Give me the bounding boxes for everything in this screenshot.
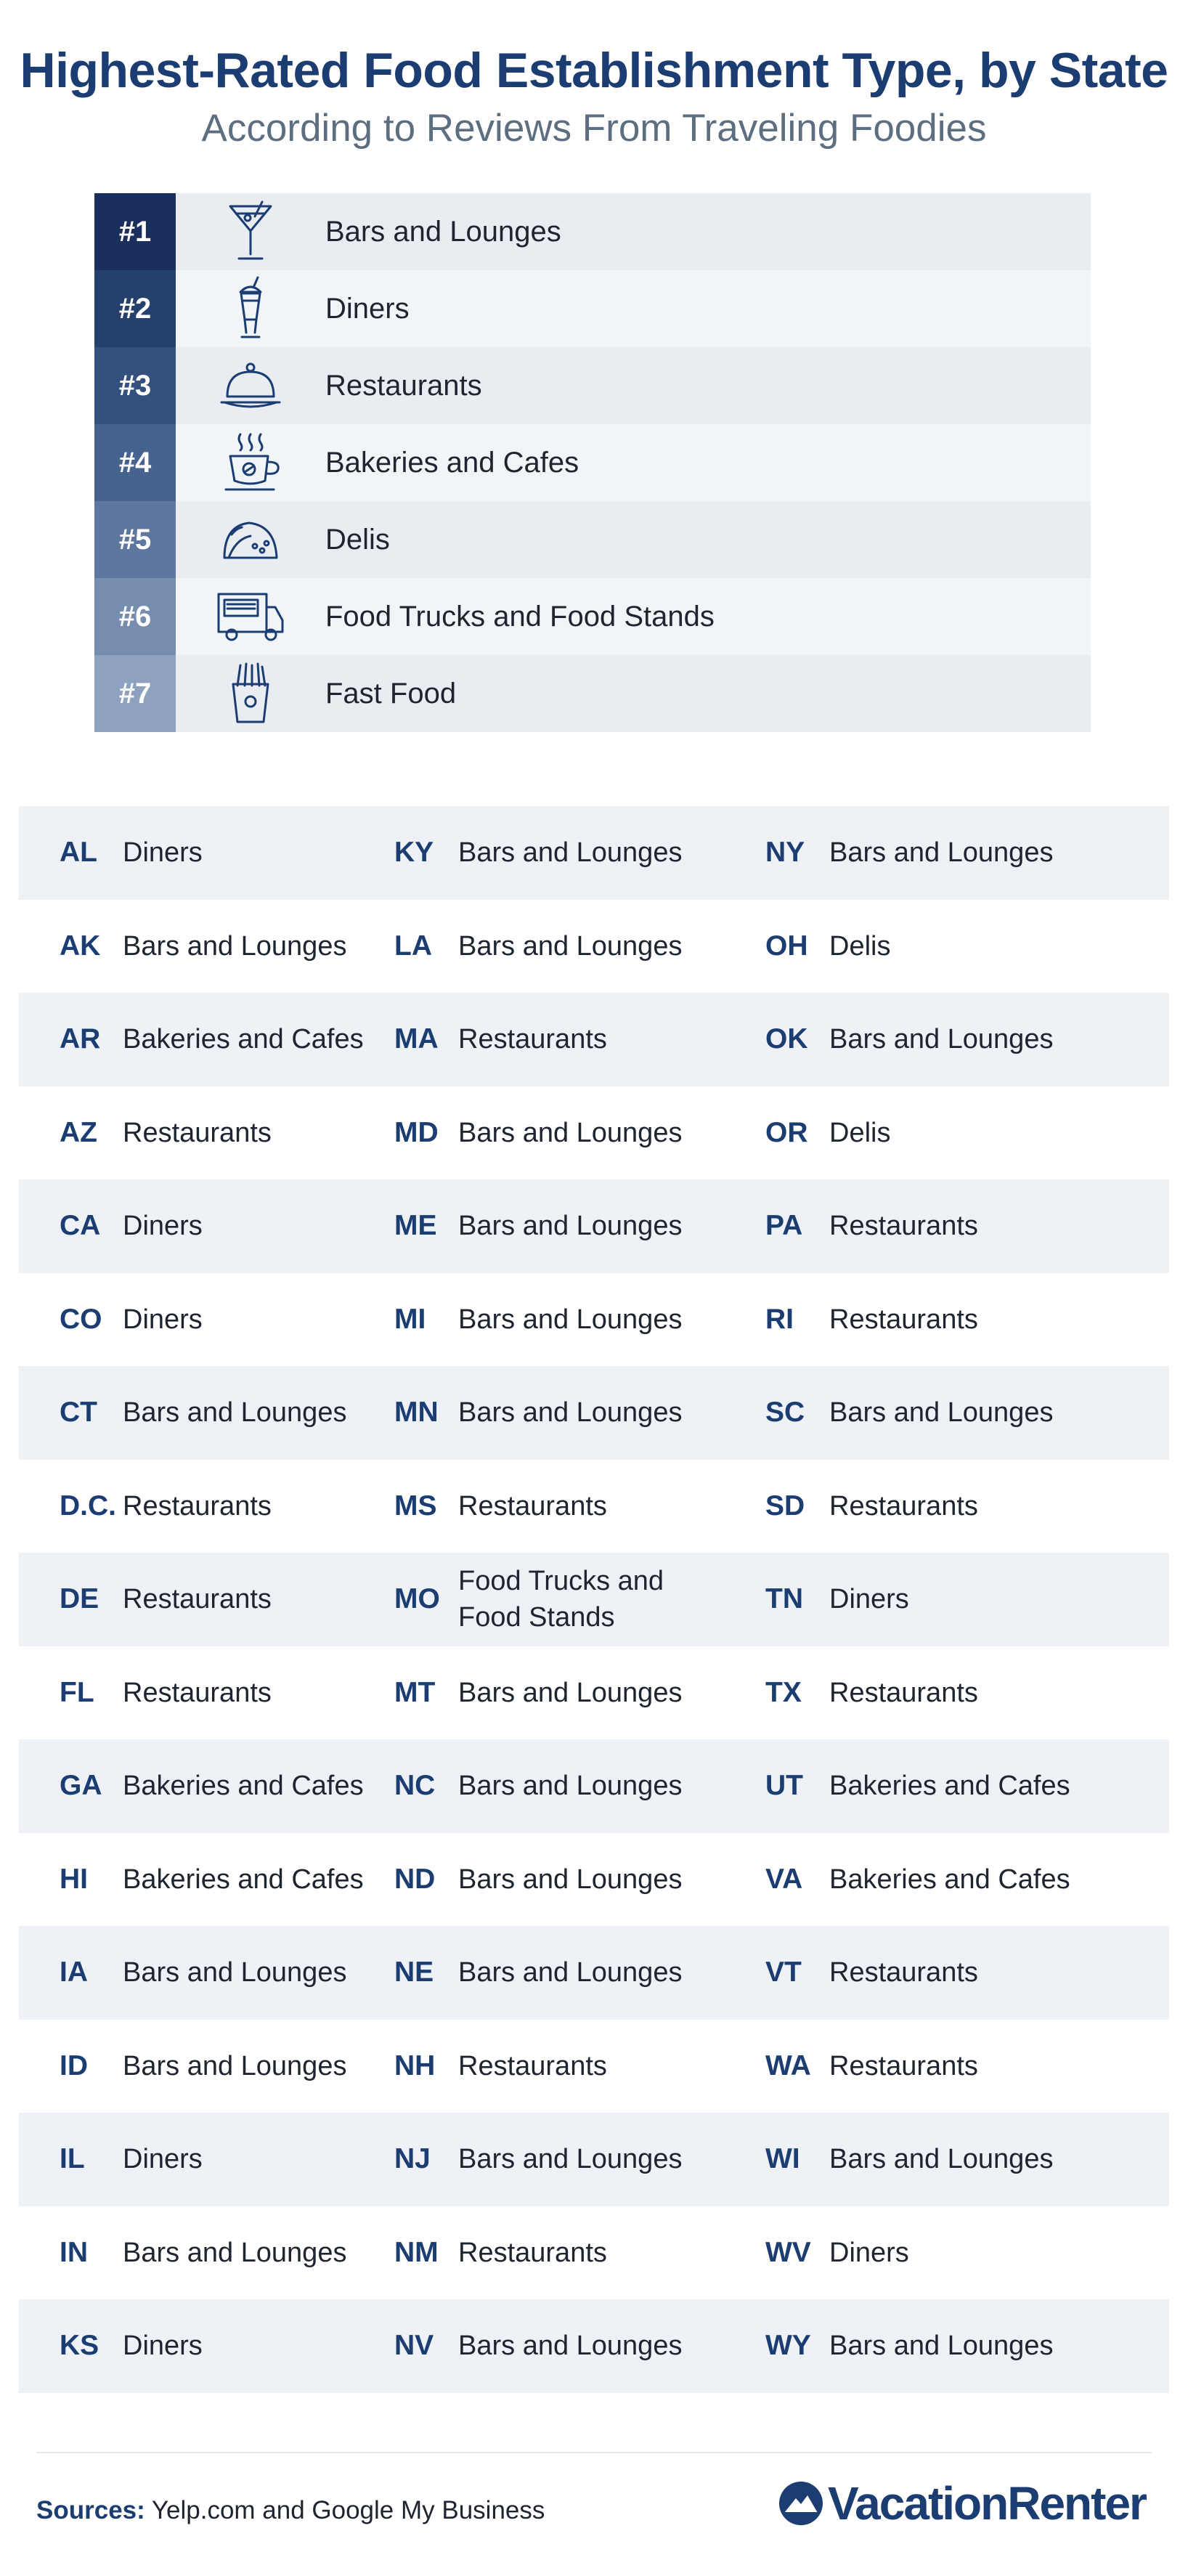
state-row <box>19 2299 1169 2393</box>
martini-glass-icon <box>176 193 325 270</box>
state-establishment-type: Bars and Lounges <box>829 2331 1054 2362</box>
rank-badge: #1 <box>94 193 176 270</box>
state-cell <box>19 1861 393 1898</box>
mountain-logo-icon <box>778 2481 823 2526</box>
state-abbr: WV <box>765 2236 811 2268</box>
state-cell <box>19 1767 393 1805</box>
state-establishment-type: Delis <box>829 930 891 962</box>
state-abbr: ID <box>60 2049 88 2081</box>
state-establishment-type: Restaurants <box>123 1677 272 1708</box>
state-cell <box>761 1861 1169 1898</box>
state-cell <box>761 1020 1169 1058</box>
rank-label: Bars and Lounges <box>325 215 561 248</box>
rank-label: Diners <box>325 292 410 325</box>
state-cell <box>393 1563 761 1636</box>
state-abbr: MT <box>394 1676 436 1708</box>
state-cell <box>393 1861 761 1898</box>
state-row <box>19 900 1169 994</box>
state-cell <box>761 1487 1169 1525</box>
state-establishment-type: Bars and Lounges <box>123 1957 347 1988</box>
rank-badge: #7 <box>94 655 176 732</box>
ranking-row <box>94 501 1091 578</box>
state-establishment-type: Diners <box>829 1584 909 1615</box>
state-cell <box>19 2327 393 2365</box>
state-establishment-type: Bakeries and Cafes <box>829 1864 1070 1895</box>
rank-label: Delis <box>325 523 390 556</box>
rank-label: Fast Food <box>325 677 457 710</box>
state-establishment-type: Bakeries and Cafes <box>829 1771 1070 1802</box>
state-abbr: NJ <box>394 2143 431 2175</box>
state-abbr: MA <box>394 1023 439 1055</box>
state-abbr: CA <box>60 1210 101 1242</box>
taco-icon <box>176 501 325 578</box>
state-row <box>19 993 1169 1086</box>
state-cell <box>19 1301 393 1338</box>
state-cell <box>761 1767 1169 1805</box>
state-establishment-type: Restaurants <box>829 1490 978 1521</box>
state-row <box>19 1833 1169 1927</box>
state-row <box>19 1646 1169 1740</box>
state-establishment-type: Bakeries and Cafes <box>123 1024 364 1055</box>
state-establishment-type: Bars and Lounges <box>829 1397 1054 1429</box>
sources-label: Sources: <box>36 2496 145 2524</box>
state-establishment-type: Restaurants <box>829 2050 978 2081</box>
state-abbr: FL <box>60 1676 94 1708</box>
state-abbr: AR <box>60 1023 101 1055</box>
state-abbr: AZ <box>60 1116 97 1148</box>
state-abbr: VA <box>765 1863 803 1895</box>
state-row <box>19 2206 1169 2300</box>
ranking-row <box>94 193 1091 270</box>
state-abbr: ME <box>394 1210 437 1242</box>
rank-badge: #3 <box>94 347 176 424</box>
state-table <box>19 806 1169 2393</box>
state-cell <box>761 2234 1169 2272</box>
state-abbr: WA <box>765 2049 811 2081</box>
state-cell <box>761 1114 1169 1152</box>
state-row <box>19 1179 1169 1273</box>
state-cell <box>19 1580 393 1618</box>
state-abbr: WY <box>765 2330 811 2362</box>
state-cell <box>393 1954 761 1991</box>
state-row <box>19 2113 1169 2206</box>
state-abbr: MN <box>394 1397 439 1429</box>
state-abbr: MS <box>394 1490 437 1521</box>
state-abbr: TX <box>765 1676 802 1708</box>
ranking-list <box>94 193 1091 732</box>
state-establishment-type: Bars and Lounges <box>829 1024 1054 1055</box>
state-cell <box>761 927 1169 965</box>
state-establishment-type: Restaurants <box>458 2050 607 2081</box>
state-row <box>19 2020 1169 2113</box>
state-cell <box>393 2047 761 2085</box>
state-cell <box>761 2047 1169 2085</box>
state-abbr: KS <box>60 2330 99 2362</box>
footer-divider <box>36 2452 1152 2453</box>
state-cell <box>393 2140 761 2178</box>
rank-label: Food Trucks and Food Stands <box>325 600 715 633</box>
state-cell <box>19 1020 393 1058</box>
state-cell <box>393 1674 761 1712</box>
state-establishment-type: Bars and Lounges <box>458 930 683 962</box>
state-cell <box>19 1487 393 1525</box>
state-establishment-type: Restaurants <box>829 1304 978 1335</box>
state-establishment-type: Diners <box>123 2144 203 2175</box>
state-cell <box>761 1954 1169 1991</box>
ranking-row <box>94 655 1091 732</box>
state-establishment-type: Bars and Lounges <box>123 930 347 962</box>
state-cell <box>19 2234 393 2272</box>
state-abbr: NY <box>765 837 805 869</box>
state-establishment-type: Bars and Lounges <box>458 1211 683 1242</box>
state-cell <box>761 1674 1169 1712</box>
ranking-row <box>94 270 1091 347</box>
state-abbr: SD <box>765 1490 805 1521</box>
ranking-row <box>94 424 1091 501</box>
state-establishment-type: Bakeries and Cafes <box>123 1864 364 1895</box>
state-cell <box>393 2327 761 2365</box>
state-cell <box>393 1487 761 1525</box>
state-abbr: IL <box>60 2143 85 2175</box>
state-abbr: WI <box>765 2143 800 2175</box>
state-establishment-type: Bars and Lounges <box>458 1957 683 1988</box>
state-row <box>19 806 1169 900</box>
state-row <box>19 1926 1169 2020</box>
state-abbr: IA <box>60 1957 88 1988</box>
state-abbr: IN <box>60 2236 88 2268</box>
state-abbr: OR <box>765 1116 808 1148</box>
state-abbr: UT <box>765 1770 803 1802</box>
page-subtitle: According to Reviews From Traveling Foodies <box>201 107 987 150</box>
state-cell <box>761 1394 1169 1431</box>
state-cell <box>19 1674 393 1712</box>
state-cell <box>393 1020 761 1058</box>
rank-badge: #4 <box>94 424 176 501</box>
state-abbr: AK <box>60 930 101 962</box>
state-abbr: SC <box>765 1397 805 1429</box>
state-establishment-type: Restaurants <box>123 1117 272 1148</box>
state-cell <box>393 927 761 965</box>
state-abbr: ND <box>394 1863 436 1895</box>
state-establishment-type: Bars and Lounges <box>458 2331 683 2362</box>
state-abbr: TN <box>765 1583 803 1615</box>
state-abbr: LA <box>394 930 432 962</box>
state-establishment-type: Bars and Lounges <box>458 1117 683 1148</box>
state-abbr: DE <box>60 1583 99 1615</box>
state-abbr: OK <box>765 1023 808 1055</box>
state-establishment-type: Bars and Lounges <box>829 837 1054 869</box>
state-abbr: PA <box>765 1210 803 1242</box>
state-cell <box>19 927 393 965</box>
state-abbr: NM <box>394 2236 439 2268</box>
state-cell <box>19 2140 393 2178</box>
state-row <box>19 1273 1169 1367</box>
state-cell <box>19 1394 393 1431</box>
page-title: Highest-Rated Food Establishment Type, by State <box>20 43 1168 98</box>
state-establishment-type: Diners <box>123 1304 203 1335</box>
state-abbr: OH <box>765 930 808 962</box>
state-abbr: MI <box>394 1303 426 1335</box>
state-abbr: GA <box>60 1770 102 1802</box>
state-establishment-type: Bars and Lounges <box>458 837 683 869</box>
food-truck-icon <box>176 578 325 655</box>
state-abbr: HI <box>60 1863 88 1895</box>
state-establishment-type: Restaurants <box>829 1957 978 1988</box>
state-abbr: AL <box>60 837 97 869</box>
state-establishment-type: Bars and Lounges <box>829 2144 1054 2175</box>
state-abbr: NH <box>394 2049 436 2081</box>
state-abbr: D.C. <box>60 1490 116 1521</box>
milkshake-icon <box>176 270 325 347</box>
state-cell <box>393 1207 761 1245</box>
rank-badge: #6 <box>94 578 176 655</box>
state-establishment-type: Restaurants <box>458 1024 607 1055</box>
state-cell <box>393 834 761 871</box>
state-abbr: CO <box>60 1303 102 1335</box>
rank-label: Bakeries and Cafes <box>325 446 579 479</box>
state-establishment-type: Bars and Lounges <box>123 1397 347 1429</box>
state-establishment-type: Bars and Lounges <box>458 2144 683 2175</box>
state-abbr: NE <box>394 1957 434 1988</box>
rank-badge: #2 <box>94 270 176 347</box>
ranking-row <box>94 347 1091 424</box>
coffee-cup-icon <box>176 424 325 501</box>
state-cell <box>761 1580 1169 1618</box>
state-establishment-type: Restaurants <box>123 1584 272 1615</box>
vacationrenter-logo <box>778 2477 1146 2530</box>
state-establishment-type: Bars and Lounges <box>458 1677 683 1708</box>
state-abbr: NV <box>394 2330 434 2362</box>
state-row <box>19 1366 1169 1460</box>
state-cell <box>19 834 393 871</box>
state-establishment-type: Bars and Lounges <box>458 1304 683 1335</box>
state-establishment-type: Diners <box>829 2237 909 2268</box>
state-cell <box>19 2047 393 2085</box>
rank-label: Restaurants <box>325 369 482 402</box>
state-abbr: MO <box>394 1583 440 1615</box>
state-cell <box>19 1207 393 1245</box>
state-establishment-type: Diners <box>123 1211 203 1242</box>
state-cell <box>761 2327 1169 2365</box>
state-establishment-type: Restaurants <box>829 1211 978 1242</box>
rank-badge: #5 <box>94 501 176 578</box>
state-cell <box>393 1301 761 1338</box>
state-establishment-type: Bars and Lounges <box>123 2237 347 2268</box>
ranking-row <box>94 578 1091 655</box>
state-establishment-type: Restaurants <box>458 1490 607 1521</box>
state-cell <box>393 1767 761 1805</box>
state-cell <box>393 1114 761 1152</box>
state-cell <box>19 1114 393 1152</box>
state-abbr: MD <box>394 1116 439 1148</box>
state-cell <box>761 834 1169 871</box>
state-cell <box>761 1301 1169 1338</box>
state-establishment-type: Bars and Lounges <box>458 1864 683 1895</box>
state-abbr: NC <box>394 1770 436 1802</box>
state-establishment-type: Food Trucks and Food Stands <box>458 1566 664 1633</box>
state-cell <box>393 2234 761 2272</box>
state-establishment-type: Bars and Lounges <box>458 1771 683 1802</box>
state-abbr: RI <box>765 1303 794 1335</box>
state-cell <box>19 1954 393 1991</box>
state-establishment-type: Bars and Lounges <box>123 2050 347 2081</box>
state-cell <box>761 2140 1169 2178</box>
state-row <box>19 1553 1169 1646</box>
state-establishment-type: Diners <box>123 837 203 869</box>
sources-line <box>36 2496 545 2525</box>
state-establishment-type: Diners <box>123 2331 203 2362</box>
state-establishment-type: Delis <box>829 1117 891 1148</box>
logo-text: VacationRenter <box>828 2477 1146 2530</box>
state-abbr: VT <box>765 1957 802 1988</box>
sources-text: Yelp.com and Google My Business <box>151 2496 545 2524</box>
state-abbr: CT <box>60 1397 97 1429</box>
state-row <box>19 1086 1169 1180</box>
state-establishment-type: Restaurants <box>829 1677 978 1708</box>
state-cell <box>393 1394 761 1431</box>
state-abbr: KY <box>394 837 434 869</box>
fries-icon <box>176 655 325 732</box>
state-establishment-type: Restaurants <box>123 1490 272 1521</box>
state-establishment-type: Bars and Lounges <box>458 1397 683 1429</box>
state-establishment-type: Bakeries and Cafes <box>123 1771 364 1802</box>
cloche-icon <box>176 347 325 424</box>
state-cell <box>761 1207 1169 1245</box>
state-row <box>19 1460 1169 1553</box>
state-row <box>19 1739 1169 1833</box>
state-establishment-type: Restaurants <box>458 2237 607 2268</box>
